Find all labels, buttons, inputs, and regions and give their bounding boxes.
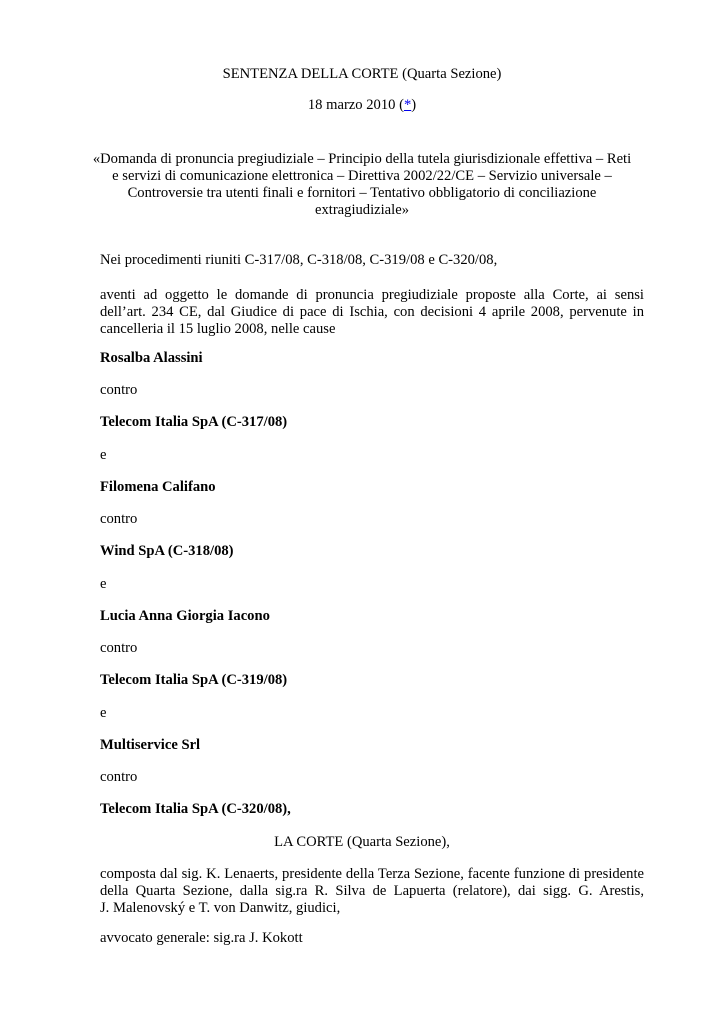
- party-connector: e: [100, 705, 107, 721]
- reference-line-2: dell’art. 234 CE, dal Giudice di pace di Ischia, con decisioni 4 aprile 2008, pervenute in: [100, 304, 644, 320]
- party-connector: e: [100, 447, 107, 463]
- party-name: Telecom Italia SpA (C‑317/08): [100, 414, 288, 430]
- subject-line-4: extragiudiziale»: [314, 202, 409, 218]
- party-connector: contro: [100, 511, 138, 527]
- party-connector: contro: [100, 640, 138, 656]
- reference-line-3: cancelleria il 15 luglio 2008, nelle cause: [100, 321, 336, 337]
- composition-line-2: della Quarta Sezione, dalla sig.ra R. Silva de Lapuerta (relatore), dai sigg. G. Arestis,: [100, 883, 644, 899]
- reference-paragraph: [100, 287, 644, 338]
- joined-cases: Nei procedimenti riuniti C‑317/08, C‑318/08, C‑319/08 e C‑320/08,: [100, 252, 498, 268]
- court-heading: LA CORTE (Quarta Sezione),: [274, 834, 450, 850]
- subject-line-2: e servizi di comunicazione elettronica – Direttiva 2002/22/CE – Servizio universale –: [112, 168, 612, 184]
- composition-paragraph: [100, 866, 644, 917]
- party-name: Wind SpA (C‑318/08): [100, 543, 234, 559]
- party-connector: e: [100, 576, 107, 592]
- composition-line-3: J. Malenovský e T. von Danwitz, giudici,: [100, 900, 341, 916]
- party-name: Multiservice Srl: [100, 737, 201, 753]
- composition-line-1: composta dal sig. K. Lenaerts, presidente della Terza Sezione, facente funzione di presidente: [100, 866, 644, 882]
- party-name: Filomena Califano: [100, 479, 216, 495]
- advocate-general: avvocato generale: sig.ra J. Kokott: [100, 930, 303, 946]
- party-name: Telecom Italia SpA (C‑320/08),: [100, 801, 291, 817]
- footnote-link[interactable]: *: [403, 97, 412, 113]
- party-connector: contro: [100, 382, 138, 398]
- party-name: Telecom Italia SpA (C‑319/08): [100, 672, 288, 688]
- judgment-date: 18 marzo 2010: [307, 97, 396, 113]
- party-name: Lucia Anna Giorgia Iacono: [100, 608, 270, 624]
- subject-line-3: Controversie tra utenti finali e fornitori – Tentativo obbligatorio di conciliazione: [127, 185, 597, 201]
- party-connector: contro: [100, 769, 138, 785]
- subject-line-1: «Domanda di pronuncia pregiudiziale – Principio della tutela giurisdizionale effettiva – Reti: [92, 151, 632, 167]
- party-name: Rosalba Alassini: [100, 350, 203, 366]
- judgment-date-line: 18 marzo 2010 (*): [307, 97, 417, 113]
- judgment-title: SENTENZA DELLA CORTE (Quarta Sezione): [222, 66, 502, 82]
- reference-line-1: aventi ad oggetto le domande di pronuncia pregiudiziale proposte alla Corte, ai sensi: [100, 287, 644, 303]
